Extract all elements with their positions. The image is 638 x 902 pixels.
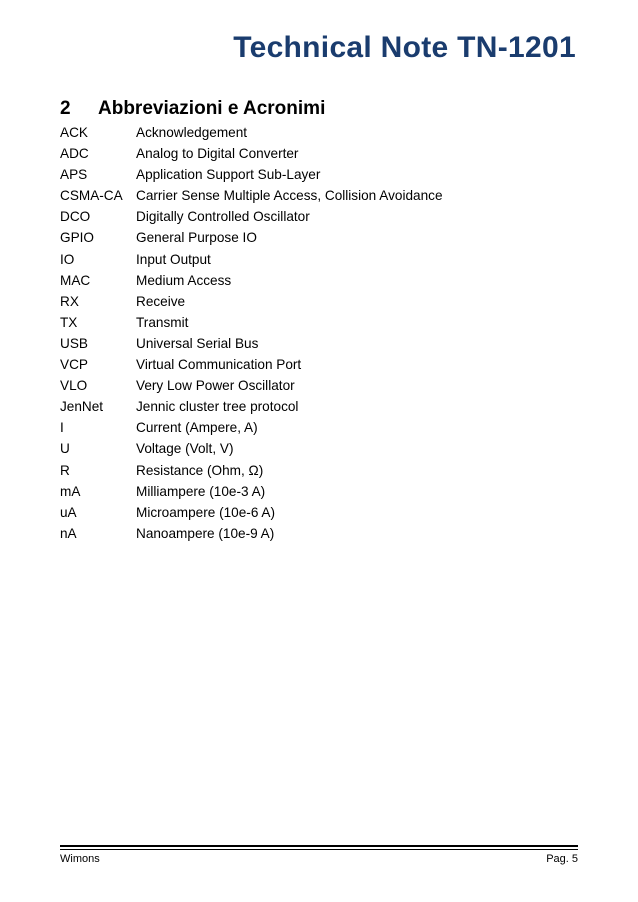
abbreviation-term: uA [60,504,77,520]
abbreviation-definition: Very Low Power Oscillator [136,378,295,394]
abbreviation-definition: Jennic cluster tree protocol [136,399,299,415]
abbreviation-list [60,122,443,544]
abbreviation-row [60,481,443,502]
abbreviation-row [60,206,443,227]
abbreviation-term: U [60,441,70,457]
abbreviation-definition: Analog to Digital Converter [136,146,299,162]
abbreviation-term: ADC [60,146,89,162]
abbreviation-row [60,185,443,206]
abbreviation-term: mA [60,483,81,499]
abbreviation-term: nA [60,525,77,541]
abbreviation-definition: Virtual Communication Port [136,357,302,373]
abbreviation-row [60,143,443,164]
abbreviation-definition: Universal Serial Bus [136,335,259,351]
abbreviation-term: VLO [60,378,88,394]
abbreviation-term: MAC [60,272,91,288]
abbreviation-row [60,122,443,143]
abbreviation-definition: Input Output [136,251,211,267]
abbreviation-definition: Carrier Sense Multiple Access, Collision Avoidance [136,188,443,204]
abbreviation-row [60,354,443,375]
abbreviation-definition: Current (Ampere, A) [136,420,258,436]
abbreviation-row [60,438,443,459]
abbreviation-row [60,417,443,438]
abbreviation-term: APS [60,167,88,183]
abbreviation-definition: Digitally Controlled Oscillator [136,209,310,225]
abbreviation-definition: General Purpose IO [136,230,257,246]
abbreviation-definition: Voltage (Volt, V) [136,441,234,457]
abbreviation-term: RX [60,293,79,309]
abbreviation-term: CSMA-CA [60,188,123,204]
abbreviation-row [60,333,443,354]
abbreviation-term: JenNet [60,399,104,415]
abbreviation-row [60,460,443,481]
abbreviation-row [60,312,443,333]
abbreviation-definition: Milliampere (10e-3 A) [136,483,266,499]
section-heading [60,97,325,121]
abbreviation-term: IO [60,251,75,267]
abbreviation-term: VCP [60,357,88,373]
footer-divider [60,845,578,847]
abbreviation-row [60,164,443,185]
abbreviation-row [60,227,443,248]
abbreviation-definition: Medium Access [136,272,232,288]
abbreviation-definition: Application Support Sub-Layer [136,167,321,183]
footer-company: Wimons [60,853,100,865]
document-title: Technical Note TN-1201 [233,31,576,64]
abbreviation-term: TX [60,314,78,330]
abbreviation-definition: Transmit [136,314,189,330]
abbreviation-definition: Receive [136,293,186,309]
abbreviation-term: USB [60,335,88,351]
abbreviation-definition: Nanoampere (10e-9 A) [136,525,275,541]
abbreviation-term: DCO [60,209,91,225]
section-title: Abbreviazioni e Acronimi [98,98,326,119]
abbreviation-term: R [60,462,70,478]
abbreviation-row [60,396,443,417]
abbreviation-row [60,502,443,523]
section-number: 2 [60,98,71,119]
abbreviation-row [60,249,443,270]
footer-divider-thin [60,849,578,850]
abbreviation-row [60,523,443,544]
abbreviation-definition: Microampere (10e-6 A) [136,504,276,520]
abbreviation-term: ACK [60,125,88,140]
abbreviation-row [60,291,443,312]
footer-page-number: Pag. 5 [546,853,578,865]
abbreviation-row [60,375,443,396]
abbreviation-definition: Acknowledgement [136,125,248,140]
abbreviation-row [60,270,443,291]
abbreviation-definition: Resistance (Ohm, Ω) [136,462,264,478]
abbreviation-term: I [60,420,64,436]
abbreviation-term: GPIO [60,230,94,246]
